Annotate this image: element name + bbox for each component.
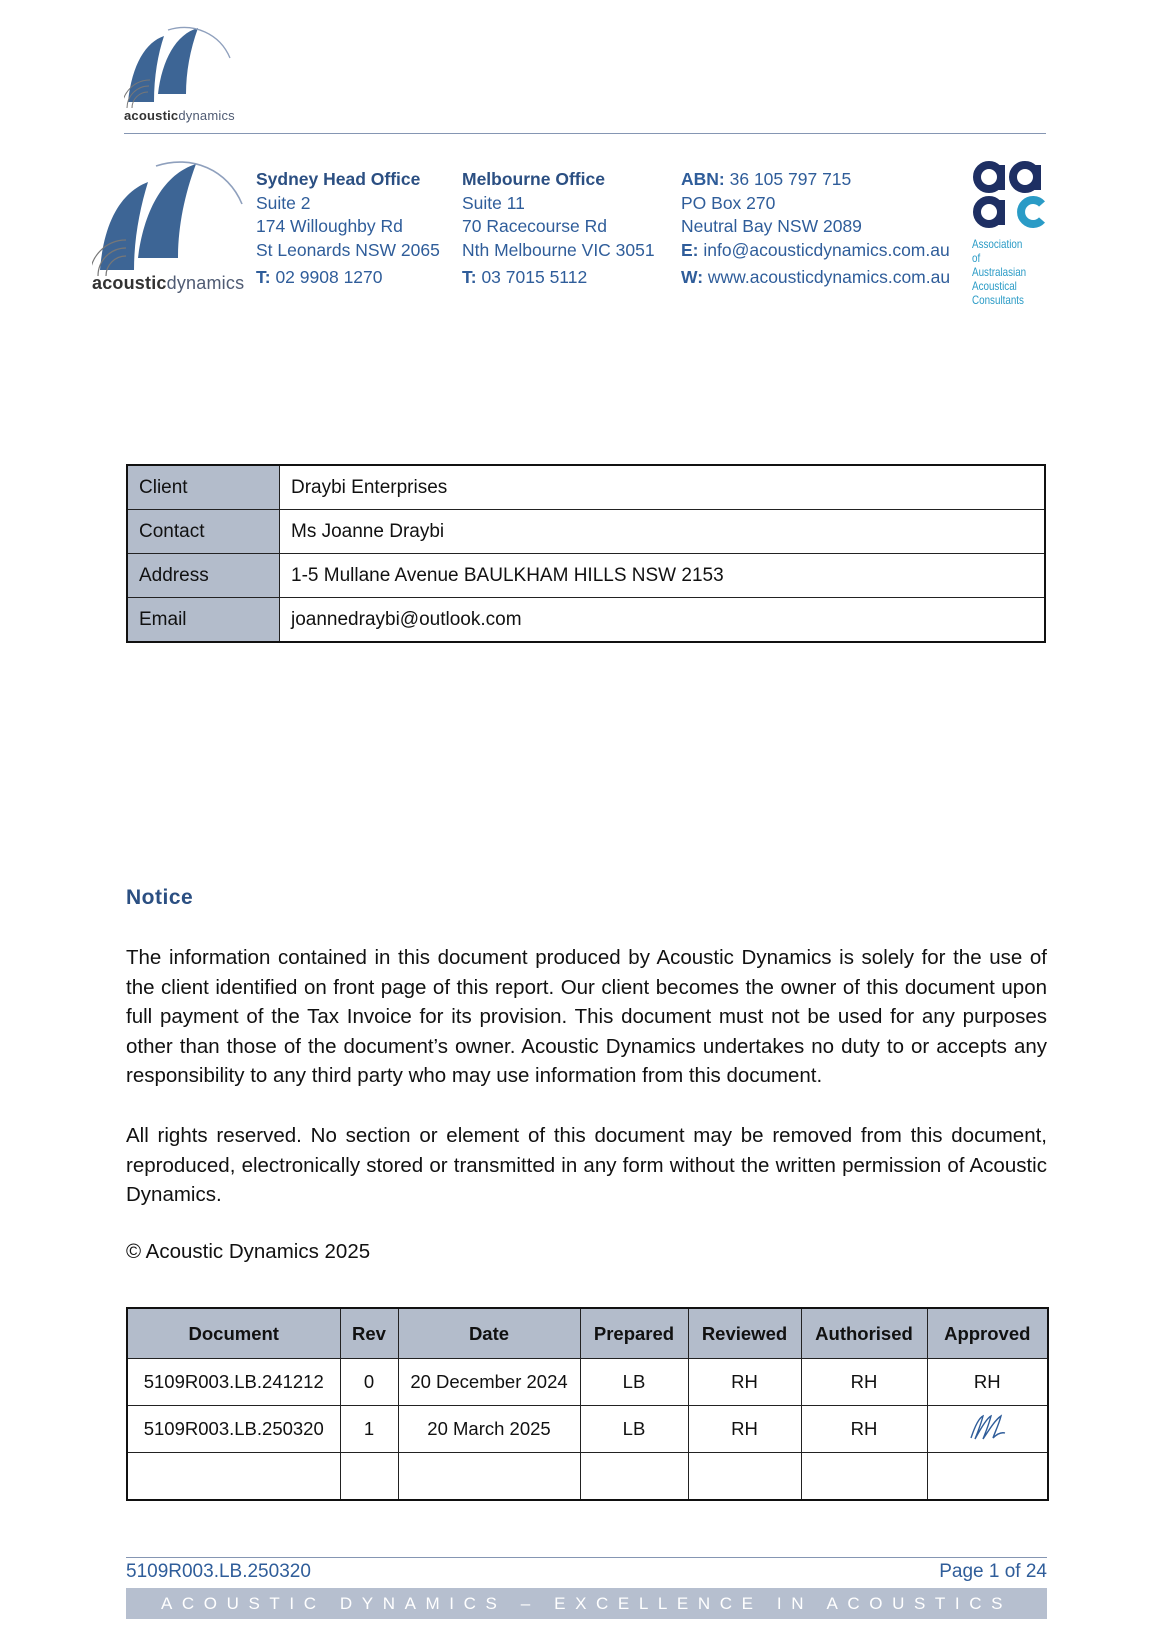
revision-cell [927, 1453, 1048, 1501]
client-row [127, 554, 1045, 598]
revision-cell [398, 1453, 580, 1501]
client-row [127, 510, 1045, 554]
abn: ABN: 36 105 797 715 [681, 169, 852, 189]
approval-signature [927, 1406, 1048, 1453]
revision-cell: 5109R003.LB.250320 [127, 1406, 340, 1453]
client-row [127, 465, 1045, 510]
revision-cell: 1 [340, 1406, 398, 1453]
notice-heading: Notice [126, 886, 194, 909]
revision-cell [340, 1453, 398, 1501]
logo-wordmark: acousticdynamics [92, 273, 245, 293]
revision-cell [801, 1453, 927, 1501]
revision-column-header: Date [398, 1308, 580, 1359]
revision-cell: 5109R003.LB.241212 [127, 1359, 340, 1406]
revision-column-header: Authorised [801, 1308, 927, 1359]
footer-tagline: ACOUSTIC DYNAMICS – EXCELLENCE IN ACOUSTICS [126, 1588, 1047, 1619]
company-logo-large [92, 158, 252, 308]
company-logo-small [124, 24, 244, 126]
notice-paragraph-2: All rights reserved. No section or element of this document may be removed from this document, reproduced, electronically stored or transmitted in any form without the written permission of Acoustic Dynamics. [126, 1124, 1047, 1206]
footer-page-number: Page 1 of 24 [939, 1561, 1047, 1582]
revision-row [127, 1359, 1048, 1406]
sydney-office [256, 168, 440, 290]
revision-column-header: Prepared [580, 1308, 688, 1359]
footer-rule [126, 1557, 1047, 1558]
aaac-caption: Association of Australasian Acoustical Consultants [972, 237, 1027, 307]
logo-wordmark: acousticdynamics [124, 108, 235, 123]
header-rule [124, 133, 1046, 134]
revision-cell: LB [580, 1359, 688, 1406]
revision-cell [127, 1453, 340, 1501]
sydney-line2: 174 Willoughby Rd [256, 216, 403, 236]
email-contact[interactable]: E: info@acousticdynamics.com.au [681, 239, 950, 260]
revision-column-header: Reviewed [688, 1308, 801, 1359]
client-field-value: Draybi Enterprises [280, 465, 1046, 510]
revision-row [127, 1453, 1048, 1501]
sydney-phone: T: 02 9908 1270 [256, 267, 383, 287]
client-row [127, 598, 1045, 643]
suburb: Neutral Bay NSW 2089 [681, 216, 862, 236]
sydney-line3: St Leonards NSW 2065 [256, 239, 440, 260]
footer-document-reference: 5109R003.LB.250320 [126, 1561, 311, 1582]
company-details [681, 168, 950, 290]
revision-cell: RH [688, 1359, 801, 1406]
sail-logo-icon [92, 158, 252, 276]
revision-cell: LB [580, 1406, 688, 1453]
sydney-heading: Sydney Head Office [256, 169, 421, 189]
melbourne-phone: T: 03 7015 5112 [462, 267, 588, 287]
melbourne-line1: Suite 11 [462, 192, 525, 213]
revision-cell [580, 1453, 688, 1501]
revision-cell: RH [801, 1406, 927, 1453]
revision-column-header: Rev [340, 1308, 398, 1359]
signature-icon [965, 1412, 1009, 1442]
revision-cell: 20 March 2025 [398, 1406, 580, 1453]
melbourne-line2: 70 Racecourse Rd [462, 216, 607, 236]
client-field-label: Client [127, 465, 280, 510]
client-field-label: Address [127, 554, 280, 598]
client-field-value: 1-5 Mullane Avenue BAULKHAM HILLS NSW 2153 [280, 554, 1046, 598]
client-field-label: Contact [127, 510, 280, 554]
revision-cell: RH [688, 1406, 801, 1453]
revision-column-header: Document [127, 1308, 340, 1359]
website-contact[interactable]: W: www.acousticdynamics.com.au [681, 267, 951, 287]
sydney-line1: Suite 2 [256, 192, 311, 213]
revision-cell: RH [927, 1359, 1048, 1406]
melbourne-heading: Melbourne Office [462, 169, 605, 189]
po-box: PO Box 270 [681, 192, 776, 213]
copyright-line: © Acoustic Dynamics 2025 [126, 1240, 371, 1263]
client-field-value: Ms Joanne Draybi [280, 510, 1046, 554]
client-field-value: joannedraybi@outlook.com [280, 598, 1046, 643]
melbourne-office [462, 168, 655, 290]
notice-paragraph-1: The information contained in this document produced by Acoustic Dynamics is solely for the use of the client identified on front page of this report. Our client becomes the owner of this document upon full payment of the Tax Invoice for its provision. This document must not be used for any purposes other than those of the document’s owner. Acoustic Dynamics undertakes no duty to or accepts any responsibility to any third party who may use information from this document. [126, 946, 1047, 1087]
aaac-mark-icon [972, 160, 1046, 232]
revision-cell: 20 December 2024 [398, 1359, 580, 1406]
melbourne-line3: Nth Melbourne VIC 3051 [462, 239, 655, 260]
revision-history-table [126, 1307, 1049, 1501]
aaac-logo [972, 160, 1046, 307]
sail-logo-icon [124, 24, 244, 108]
revision-column-header: Approved [927, 1308, 1048, 1359]
client-details-table [126, 464, 1046, 643]
client-field-label: Email [127, 598, 280, 643]
revision-cell: RH [801, 1359, 927, 1406]
revision-cell [688, 1453, 801, 1501]
revision-row [127, 1406, 1048, 1453]
revision-cell: 0 [340, 1359, 398, 1406]
